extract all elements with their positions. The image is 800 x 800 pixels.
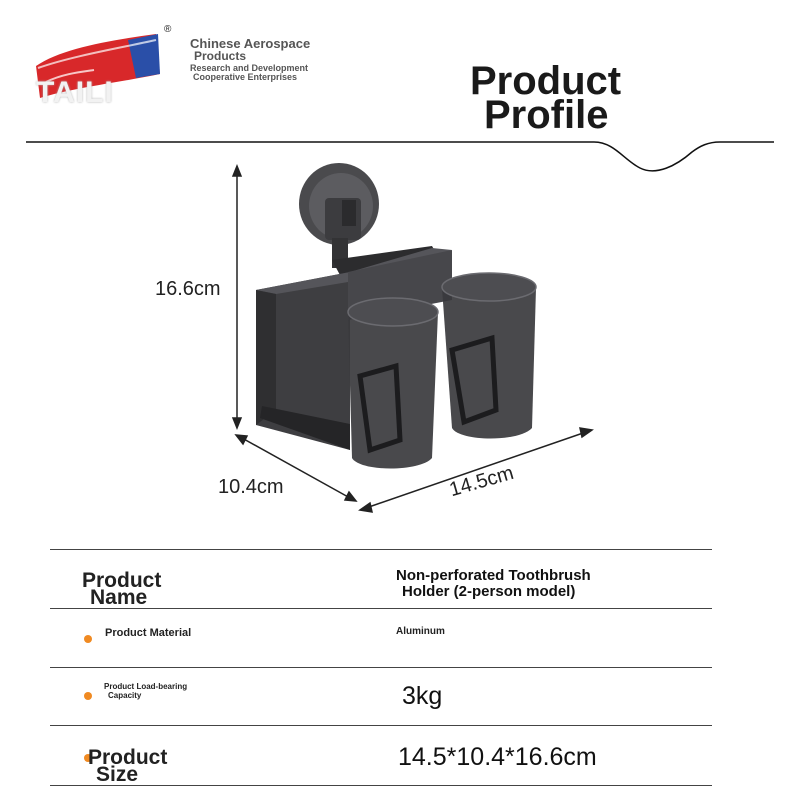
height-dimension-label: 16.6cm — [155, 278, 221, 300]
tagline-line: Chinese Aerospace — [190, 36, 311, 51]
suction-cup-hook-icon — [299, 163, 379, 268]
toothbrush-cup-icon — [442, 273, 536, 439]
spec-label-line: Size — [96, 763, 139, 786]
brand-tagline — [190, 37, 350, 82]
spec-label-line: Product — [82, 569, 162, 592]
table-divider — [50, 667, 712, 668]
page-title-line1: Product — [470, 59, 622, 103]
spec-value-load-capacity: 3kg — [402, 682, 443, 710]
spec-label-product-size — [88, 746, 168, 786]
width-dimension-label: 14.5cm — [447, 461, 517, 502]
table-divider — [50, 725, 712, 726]
table-divider — [50, 608, 712, 609]
spec-label-product-name — [82, 569, 162, 609]
table-divider — [50, 549, 712, 550]
spec-label-line: Name — [90, 586, 148, 609]
depth-dimension-label: 10.4cm — [218, 476, 284, 498]
bullet-icon — [84, 635, 92, 643]
bullet-icon — [84, 692, 92, 700]
registered-mark: ® — [164, 24, 172, 35]
tagline-line: Cooperative Enterprises — [193, 72, 298, 82]
spec-value-line: Non-perforated Toothbrush — [396, 567, 591, 584]
toothbrush-cup-icon — [348, 298, 438, 469]
spec-value-material: Aluminum — [396, 626, 445, 637]
tagline-line: Products — [194, 49, 247, 63]
spec-value-line: Holder (2-person model) — [402, 583, 576, 600]
spec-label-line: Product — [88, 746, 168, 769]
spec-value-product-name — [396, 568, 591, 600]
spec-label-line: Product Load-bearing — [104, 682, 188, 691]
tagline-line: Research and Development — [190, 63, 309, 73]
logo-text: TAILI — [36, 76, 114, 109]
spec-value-product-size: 14.5*10.4*16.6cm — [398, 743, 597, 771]
product-image — [220, 160, 620, 520]
spec-label-line: Capacity — [108, 691, 142, 700]
page-title-line2: Profile — [484, 93, 609, 137]
spec-label-load-capacity — [104, 682, 187, 700]
table-divider — [50, 785, 712, 786]
spec-label-material: Product Material — [105, 627, 192, 639]
